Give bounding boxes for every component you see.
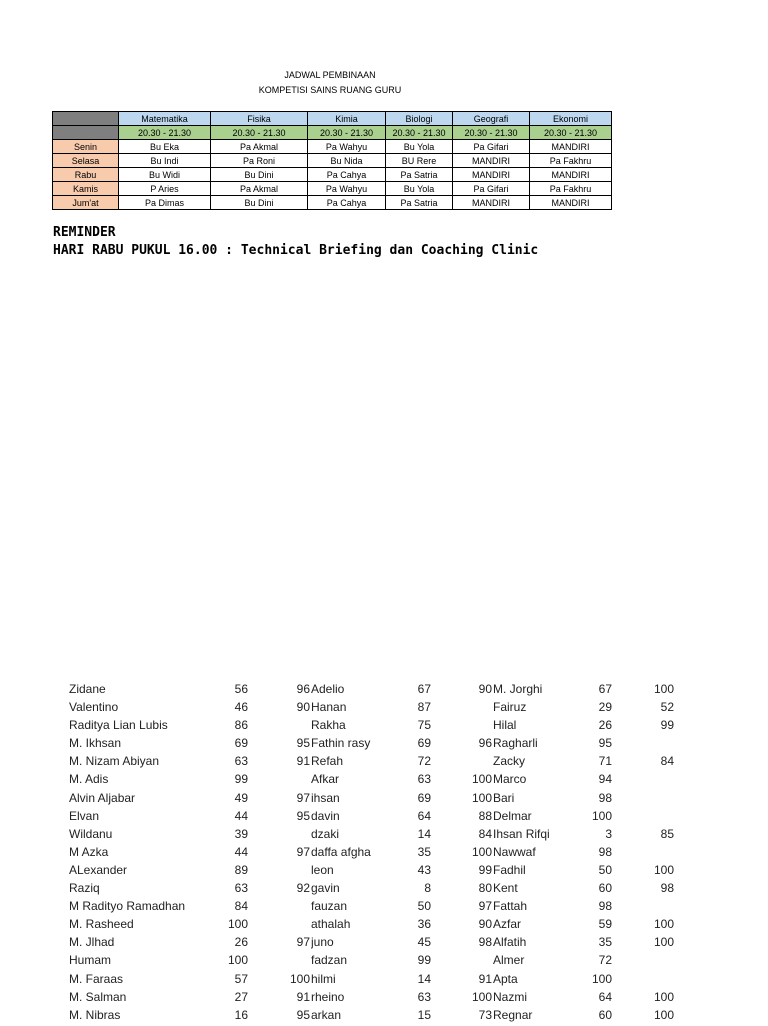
schedule-row — [53, 182, 612, 196]
score-value: 49 — [234, 790, 248, 805]
teacher-cell: Pa Roni — [211, 154, 308, 168]
score-value: 27 — [234, 989, 248, 1004]
score-value: 87 — [417, 700, 431, 715]
teacher-cell: Pa Akmal — [211, 140, 308, 154]
subject-header: Ekonomi — [530, 112, 612, 126]
score-name: M. Jorghi — [493, 682, 543, 696]
score-value: 35 — [417, 844, 431, 859]
score-name: Humam — [69, 953, 112, 968]
score-value: 52 — [660, 700, 674, 715]
score-name: Valentino — [69, 700, 119, 715]
score-value: 100 — [591, 971, 612, 986]
score-value: 60 — [598, 881, 612, 896]
teacher-cell: MANDIRI — [530, 140, 612, 154]
score-name: Marco — [493, 772, 527, 787]
corner-cell — [53, 112, 119, 126]
score-value: 44 — [234, 844, 248, 859]
score-value: 95 — [296, 736, 310, 751]
teacher-cell: Pa Wahyu — [308, 140, 386, 154]
score-name: Elvan — [69, 808, 100, 823]
teacher-cell: P Aries — [119, 182, 211, 196]
score-row — [0, 754, 768, 772]
score-name: Alfatih — [493, 935, 527, 950]
teacher-cell: Pa Wahyu — [308, 182, 386, 196]
teacher-cell: Pa Cahya — [308, 168, 386, 182]
score-row — [0, 863, 768, 881]
score-name: Hilal — [493, 718, 517, 733]
score-name: M Radityo Ramadhan — [69, 899, 186, 914]
score-row — [0, 718, 768, 736]
score-value: 98 — [478, 935, 492, 950]
teacher-cell: Bu Widi — [119, 168, 211, 182]
score-value: 73 — [478, 1007, 492, 1022]
teacher-cell: Bu Indi — [119, 154, 211, 168]
score-value: 88 — [478, 808, 492, 823]
score-name: Fattah — [493, 899, 528, 914]
teacher-cell: Bu Yola — [386, 140, 453, 154]
score-value: 99 — [478, 862, 492, 877]
schedule-row — [53, 154, 612, 168]
score-value: 64 — [598, 989, 612, 1004]
score-name: Refah — [311, 754, 344, 769]
score-value: 100 — [653, 935, 674, 950]
score-name: juno — [311, 935, 334, 950]
teacher-cell: BU Rere — [386, 154, 453, 168]
score-row — [0, 899, 768, 917]
score-name: M. Ikhsan — [69, 736, 122, 751]
score-value: 100 — [471, 844, 492, 859]
score-value: 98 — [660, 881, 674, 896]
teacher-cell: MANDIRI — [453, 168, 530, 182]
score-value: 75 — [417, 718, 431, 733]
score-row — [0, 990, 768, 1008]
score-value: 92 — [296, 881, 310, 896]
score-list — [0, 682, 768, 1026]
score-row — [0, 972, 768, 990]
score-value: 100 — [471, 989, 492, 1004]
score-name: M. Rasheed — [69, 917, 134, 932]
score-row — [0, 935, 768, 953]
score-value: 26 — [234, 935, 248, 950]
score-value: 29 — [598, 700, 612, 715]
score-value: 35 — [598, 935, 612, 950]
score-value: 57 — [234, 971, 248, 986]
teacher-cell: Pa Satria — [386, 196, 453, 210]
teacher-cell: Pa Cahya — [308, 196, 386, 210]
score-value: 100 — [653, 917, 674, 932]
score-name: Raditya Lian Lubis — [69, 718, 168, 733]
score-value: 50 — [598, 862, 612, 877]
time-cell: 20.30 - 21.30 — [119, 126, 211, 140]
score-value: 59 — [598, 917, 612, 932]
subject-header: Matematika — [119, 112, 211, 126]
score-value: 69 — [234, 736, 248, 751]
score-value: 16 — [234, 1007, 248, 1022]
score-value: 45 — [417, 935, 431, 950]
score-value: 72 — [417, 754, 431, 769]
score-row — [0, 845, 768, 863]
score-name: Bari — [493, 790, 515, 805]
score-value: 3 — [605, 826, 612, 841]
score-value: 100 — [471, 772, 492, 787]
score-value: 100 — [653, 1007, 674, 1022]
score-row — [0, 736, 768, 754]
score-name: Hanan — [311, 700, 347, 715]
teacher-cell: Pa Gifari — [453, 140, 530, 154]
score-value: 63 — [417, 772, 431, 787]
subject-header: Fisika — [211, 112, 308, 126]
day-cell: Jum'at — [53, 196, 119, 210]
subject-header: Biologi — [386, 112, 453, 126]
teacher-cell: Bu Yola — [386, 182, 453, 196]
schedule-table — [52, 111, 612, 210]
score-row — [0, 700, 768, 718]
score-name: M Azka — [69, 844, 109, 859]
score-value: 67 — [598, 682, 612, 696]
time-cell: 20.30 - 21.30 — [530, 126, 612, 140]
time-cell: 20.30 - 21.30 — [308, 126, 386, 140]
teacher-cell: Pa Gifari — [453, 182, 530, 196]
score-value: 14 — [417, 971, 431, 986]
score-row — [0, 682, 768, 700]
schedule-time-row — [53, 126, 612, 140]
score-name: ALexander — [69, 862, 128, 877]
time-cell: 20.30 - 21.30 — [211, 126, 308, 140]
score-value: 64 — [417, 808, 431, 823]
score-value: 90 — [478, 917, 492, 932]
score-name: daffa afgha — [311, 844, 371, 859]
score-value: 100 — [591, 808, 612, 823]
teacher-cell: MANDIRI — [530, 168, 612, 182]
score-name: Fairuz — [493, 700, 527, 715]
teacher-cell: Pa Akmal — [211, 182, 308, 196]
score-name: fadzan — [311, 953, 348, 968]
teacher-cell: Bu Dini — [211, 196, 308, 210]
score-name: Fadhil — [493, 862, 526, 877]
score-name: ihsan — [311, 790, 340, 805]
score-value: 44 — [234, 808, 248, 823]
schedule-row — [53, 168, 612, 182]
reminder-text: HARI RABU PUKUL 16.00 : Technical Briefing dan Coaching Clinic — [53, 243, 539, 258]
score-value: 15 — [417, 1007, 431, 1022]
score-name: gavin — [311, 881, 340, 896]
score-value: 91 — [296, 754, 310, 769]
score-name: Raziq — [69, 881, 100, 896]
score-row — [0, 917, 768, 935]
score-value: 50 — [417, 899, 431, 914]
score-value: 84 — [478, 826, 492, 841]
score-value: 98 — [598, 899, 612, 914]
score-value: 99 — [417, 953, 431, 968]
teacher-cell: Pa Satria — [386, 168, 453, 182]
score-value: 8 — [424, 881, 431, 896]
score-name: Kent — [493, 881, 518, 896]
time-cell: 20.30 - 21.30 — [453, 126, 530, 140]
score-name: arkan — [311, 1007, 342, 1022]
score-value: 90 — [478, 682, 492, 696]
score-name: Adelio — [311, 682, 345, 696]
score-name: Alvin Aljabar — [69, 790, 136, 805]
score-name: M. Nizam Abiyan — [69, 754, 160, 769]
score-value: 69 — [417, 736, 431, 751]
score-name: fauzan — [311, 899, 348, 914]
corner-cell — [53, 126, 119, 140]
score-name: davin — [311, 808, 340, 823]
score-name: hilmi — [311, 971, 336, 986]
time-cell: 20.30 - 21.30 — [386, 126, 453, 140]
teacher-cell: MANDIRI — [453, 154, 530, 168]
score-value: 39 — [234, 826, 248, 841]
score-value: 98 — [598, 844, 612, 859]
score-value: 90 — [296, 700, 310, 715]
score-value: 63 — [417, 989, 431, 1004]
score-name: Apta — [493, 971, 518, 986]
score-value: 96 — [478, 736, 492, 751]
score-value: 95 — [296, 808, 310, 823]
score-name: Nawwaf — [493, 844, 536, 859]
score-value: 36 — [417, 917, 431, 932]
score-value: 63 — [234, 881, 248, 896]
score-name: Almer — [493, 953, 525, 968]
schedule-row — [53, 140, 612, 154]
score-value: 94 — [598, 772, 612, 787]
score-name: M. Jlhad — [69, 935, 115, 950]
schedule-header-row — [53, 112, 612, 126]
score-name: Azfar — [493, 917, 522, 932]
score-value: 99 — [234, 772, 248, 787]
teacher-cell: Bu Eka — [119, 140, 211, 154]
score-row — [0, 1008, 768, 1026]
score-value: 97 — [296, 790, 310, 805]
score-value: 72 — [598, 953, 612, 968]
score-name: M. Adis — [69, 772, 109, 787]
score-value: 98 — [598, 790, 612, 805]
schedule-row — [53, 196, 612, 210]
score-value: 85 — [660, 826, 674, 841]
score-value: 100 — [227, 953, 248, 968]
day-cell: Kamis — [53, 182, 119, 196]
score-value: 71 — [598, 754, 612, 769]
score-row — [0, 791, 768, 809]
teacher-cell: MANDIRI — [530, 196, 612, 210]
score-value: 56 — [234, 682, 248, 696]
score-row — [0, 881, 768, 899]
score-value: 97 — [478, 899, 492, 914]
score-value: 60 — [598, 1007, 612, 1022]
day-cell: Selasa — [53, 154, 119, 168]
score-value: 97 — [296, 935, 310, 950]
score-value: 91 — [296, 989, 310, 1004]
score-name: Wildanu — [69, 826, 113, 841]
score-value: 69 — [417, 790, 431, 805]
score-value: 14 — [417, 826, 431, 841]
score-value: 26 — [598, 718, 612, 733]
score-name: Fathin rasy — [311, 736, 371, 751]
score-value: 63 — [234, 754, 248, 769]
score-value: 80 — [478, 881, 492, 896]
score-value: 43 — [417, 862, 431, 877]
page-subtitle: KOMPETISI SAINS RUANG GURU — [258, 85, 402, 95]
subject-header: Geografi — [453, 112, 530, 126]
teacher-cell: Bu Dini — [211, 168, 308, 182]
score-name: M. Salman — [69, 989, 127, 1004]
score-name: Rakha — [311, 718, 346, 733]
score-name: rheino — [311, 989, 345, 1004]
score-name: Afkar — [311, 772, 340, 787]
teacher-cell: Pa Fakhru — [530, 182, 612, 196]
score-name: M. Nibras — [69, 1007, 121, 1022]
score-value: 84 — [660, 754, 674, 769]
score-value: 100 — [653, 862, 674, 877]
score-value: 100 — [471, 790, 492, 805]
score-name: dzaki — [311, 826, 340, 841]
subject-header: Kimia — [308, 112, 386, 126]
score-row — [0, 953, 768, 971]
score-row — [0, 827, 768, 845]
score-value: 100 — [653, 682, 674, 696]
teacher-cell: Pa Fakhru — [530, 154, 612, 168]
reminder-heading: REMINDER — [53, 225, 116, 240]
teacher-cell: MANDIRI — [453, 196, 530, 210]
teacher-cell: Pa Dimas — [119, 196, 211, 210]
score-value: 91 — [478, 971, 492, 986]
page-title: JADWAL PEMBINAAN — [284, 70, 376, 80]
score-row — [0, 809, 768, 827]
score-name: Regnar — [493, 1007, 533, 1022]
day-cell: Senin — [53, 140, 119, 154]
score-value: 100 — [227, 917, 248, 932]
score-value: 84 — [234, 899, 248, 914]
day-cell: Rabu — [53, 168, 119, 182]
score-value: 97 — [296, 844, 310, 859]
teacher-cell: Bu Nida — [308, 154, 386, 168]
score-name: leon — [311, 862, 334, 877]
score-name: Ragharli — [493, 736, 538, 751]
score-value: 86 — [234, 718, 248, 733]
score-name: M. Faraas — [69, 971, 124, 986]
score-name: Zidane — [69, 682, 106, 696]
score-name: Delmar — [493, 808, 532, 823]
score-value: 46 — [234, 700, 248, 715]
score-value: 89 — [234, 862, 248, 877]
score-name: Nazmi — [493, 989, 528, 1004]
score-value: 96 — [296, 682, 310, 696]
score-value: 100 — [289, 971, 310, 986]
score-name: Ihsan Rifqi — [493, 826, 550, 841]
score-value: 99 — [660, 718, 674, 733]
score-name: athalah — [311, 917, 351, 932]
score-name: Zacky — [493, 754, 526, 769]
score-value: 95 — [598, 736, 612, 751]
score-value: 100 — [653, 989, 674, 1004]
score-value: 95 — [296, 1007, 310, 1022]
score-row — [0, 772, 768, 790]
score-value: 67 — [417, 682, 431, 696]
